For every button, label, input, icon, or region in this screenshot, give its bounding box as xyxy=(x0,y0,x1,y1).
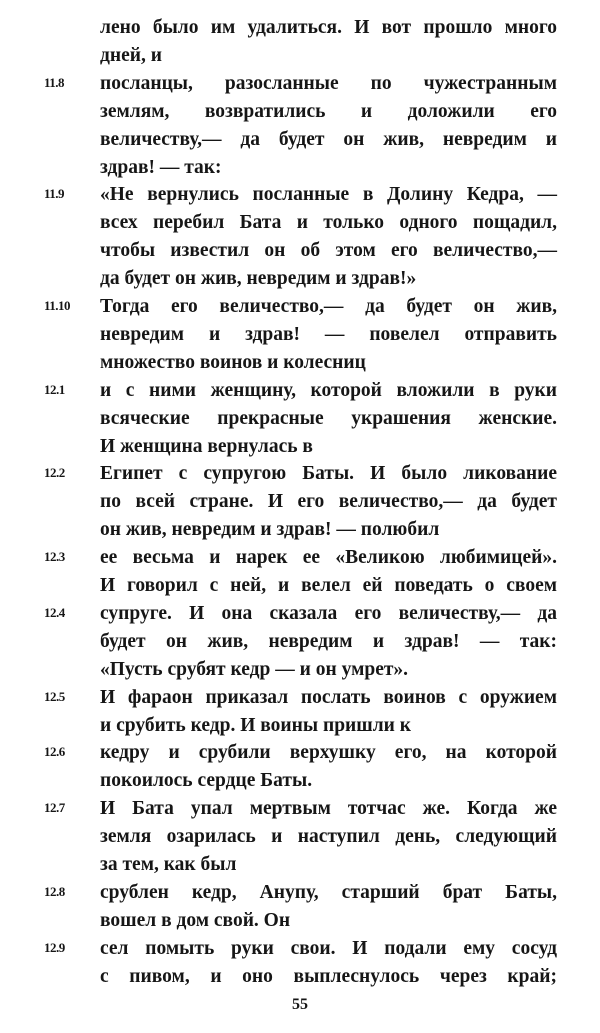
text-line xyxy=(0,460,600,488)
line-text: И говорил с ней, и велел ей поведать о своем xyxy=(100,575,557,596)
text-line xyxy=(0,14,600,42)
text-line xyxy=(0,70,600,98)
line-text: множество воинов и колесниц xyxy=(100,351,366,373)
line-text: он жив, невредим и здрав! — полюбил xyxy=(100,519,440,541)
text-line xyxy=(0,739,600,767)
line-text: супруге. И она сказала его величеству,— да xyxy=(100,602,557,624)
text-line xyxy=(0,516,600,544)
verse-number: 12.4 xyxy=(44,604,65,620)
text-line xyxy=(0,767,600,795)
line-text: всех перебил Бата и только одного пощадил, xyxy=(100,212,557,234)
page-number: 55 xyxy=(292,996,308,1013)
text-line xyxy=(0,265,600,293)
line-text: И Бата упал мертвым тотчас же. Когда же xyxy=(100,798,557,820)
line-text: сел помыть руки свои. И подали ему сосуд xyxy=(100,937,557,959)
verse-number: 11.8 xyxy=(44,74,65,90)
text-line xyxy=(0,600,600,628)
text-line xyxy=(0,879,600,907)
line-text: «Не вернулись посланные в Долину Кедра, — xyxy=(100,184,557,206)
line-text: да будет он жив, невредим и здрав!» xyxy=(100,268,417,290)
text-line xyxy=(0,42,600,70)
text-line xyxy=(0,293,600,321)
text-line xyxy=(0,684,600,712)
text-line xyxy=(0,795,600,823)
text-line xyxy=(0,656,600,684)
verse-number: 12.7 xyxy=(44,800,65,816)
verse-number: 12.3 xyxy=(44,549,65,565)
text-line xyxy=(0,907,600,935)
line-text: «Пусть срубят кедр — и он умрет». xyxy=(100,658,409,680)
verse-number: 12.6 xyxy=(44,744,65,760)
text-line xyxy=(0,154,600,182)
line-text: чтобы известил он об этом его величество,— xyxy=(100,240,557,262)
line-text: срублен кедр, Анупу, старший брат Баты, xyxy=(100,881,557,903)
text-line xyxy=(0,209,600,237)
text-line xyxy=(0,823,600,851)
text-line xyxy=(0,935,600,963)
text-line xyxy=(0,181,600,209)
verse-number: 12.9 xyxy=(44,939,65,955)
verse-number: 12.5 xyxy=(44,688,65,704)
text-line xyxy=(0,126,600,154)
line-text: невредим и здрав! — повелел отправить xyxy=(100,323,557,345)
line-text: и с ними женщину, которой вложили в руки xyxy=(100,379,557,401)
line-text: землям, возвратились и доложили его xyxy=(100,100,557,122)
verse-number: 12.1 xyxy=(44,381,65,397)
line-text: лено было им удалиться. И вот прошло много xyxy=(100,17,557,38)
line-text: Тогда его величество,— да будет он жив, xyxy=(100,296,557,317)
text-line xyxy=(0,321,600,349)
line-text: земля озарилась и наступил день, следующий xyxy=(100,826,557,848)
text-line xyxy=(0,712,600,740)
line-text: Египет с супругою Баты. И было ликование xyxy=(100,463,557,485)
line-text: И фараон приказал послать воинов с оружием xyxy=(100,686,557,708)
line-text: покоилось сердце Баты. xyxy=(100,770,313,792)
text-line xyxy=(0,544,600,572)
verse-number: 11.9 xyxy=(44,186,65,202)
line-text: за тем, как был xyxy=(100,854,237,875)
text-line xyxy=(0,851,600,879)
line-text: здрав! — так: xyxy=(100,156,222,178)
line-text: будет он жив, невредим и здрав! — так: xyxy=(100,630,557,652)
line-text: с пивом, и оно выплеснулось через край; xyxy=(100,965,557,987)
text-line xyxy=(0,377,600,405)
verse-number: 12.2 xyxy=(44,465,65,481)
line-text: дней, и xyxy=(100,44,162,66)
text-line xyxy=(0,488,600,516)
line-text: по всей стране. И его величество,— да будет xyxy=(100,491,557,513)
line-text: ее весьма и нарек ее «Великою любимицей». xyxy=(100,547,557,569)
text-line xyxy=(0,349,600,377)
verse-number: 12.8 xyxy=(44,883,65,899)
line-text: величеству,— да будет он жив, невредим и xyxy=(100,128,557,150)
verse-number: 11.10 xyxy=(44,298,71,313)
text-line xyxy=(0,963,600,991)
text-line xyxy=(0,572,600,600)
line-text: и срубить кедр. И воины пришли к xyxy=(100,714,412,736)
line-text: И женщина вернулась в xyxy=(100,435,313,457)
text-line xyxy=(0,237,600,265)
line-text: посланцы, разосланные по чужестранным xyxy=(100,72,557,94)
text-line xyxy=(0,628,600,656)
line-text: кедру и срубили верхушку его, на которой xyxy=(100,742,557,764)
text-line xyxy=(0,98,600,126)
text-line xyxy=(0,433,600,461)
line-text: всяческие прекрасные украшения женские. xyxy=(100,407,557,429)
line-text: вошел в дом свой. Он xyxy=(100,909,291,931)
text-line xyxy=(0,405,600,433)
